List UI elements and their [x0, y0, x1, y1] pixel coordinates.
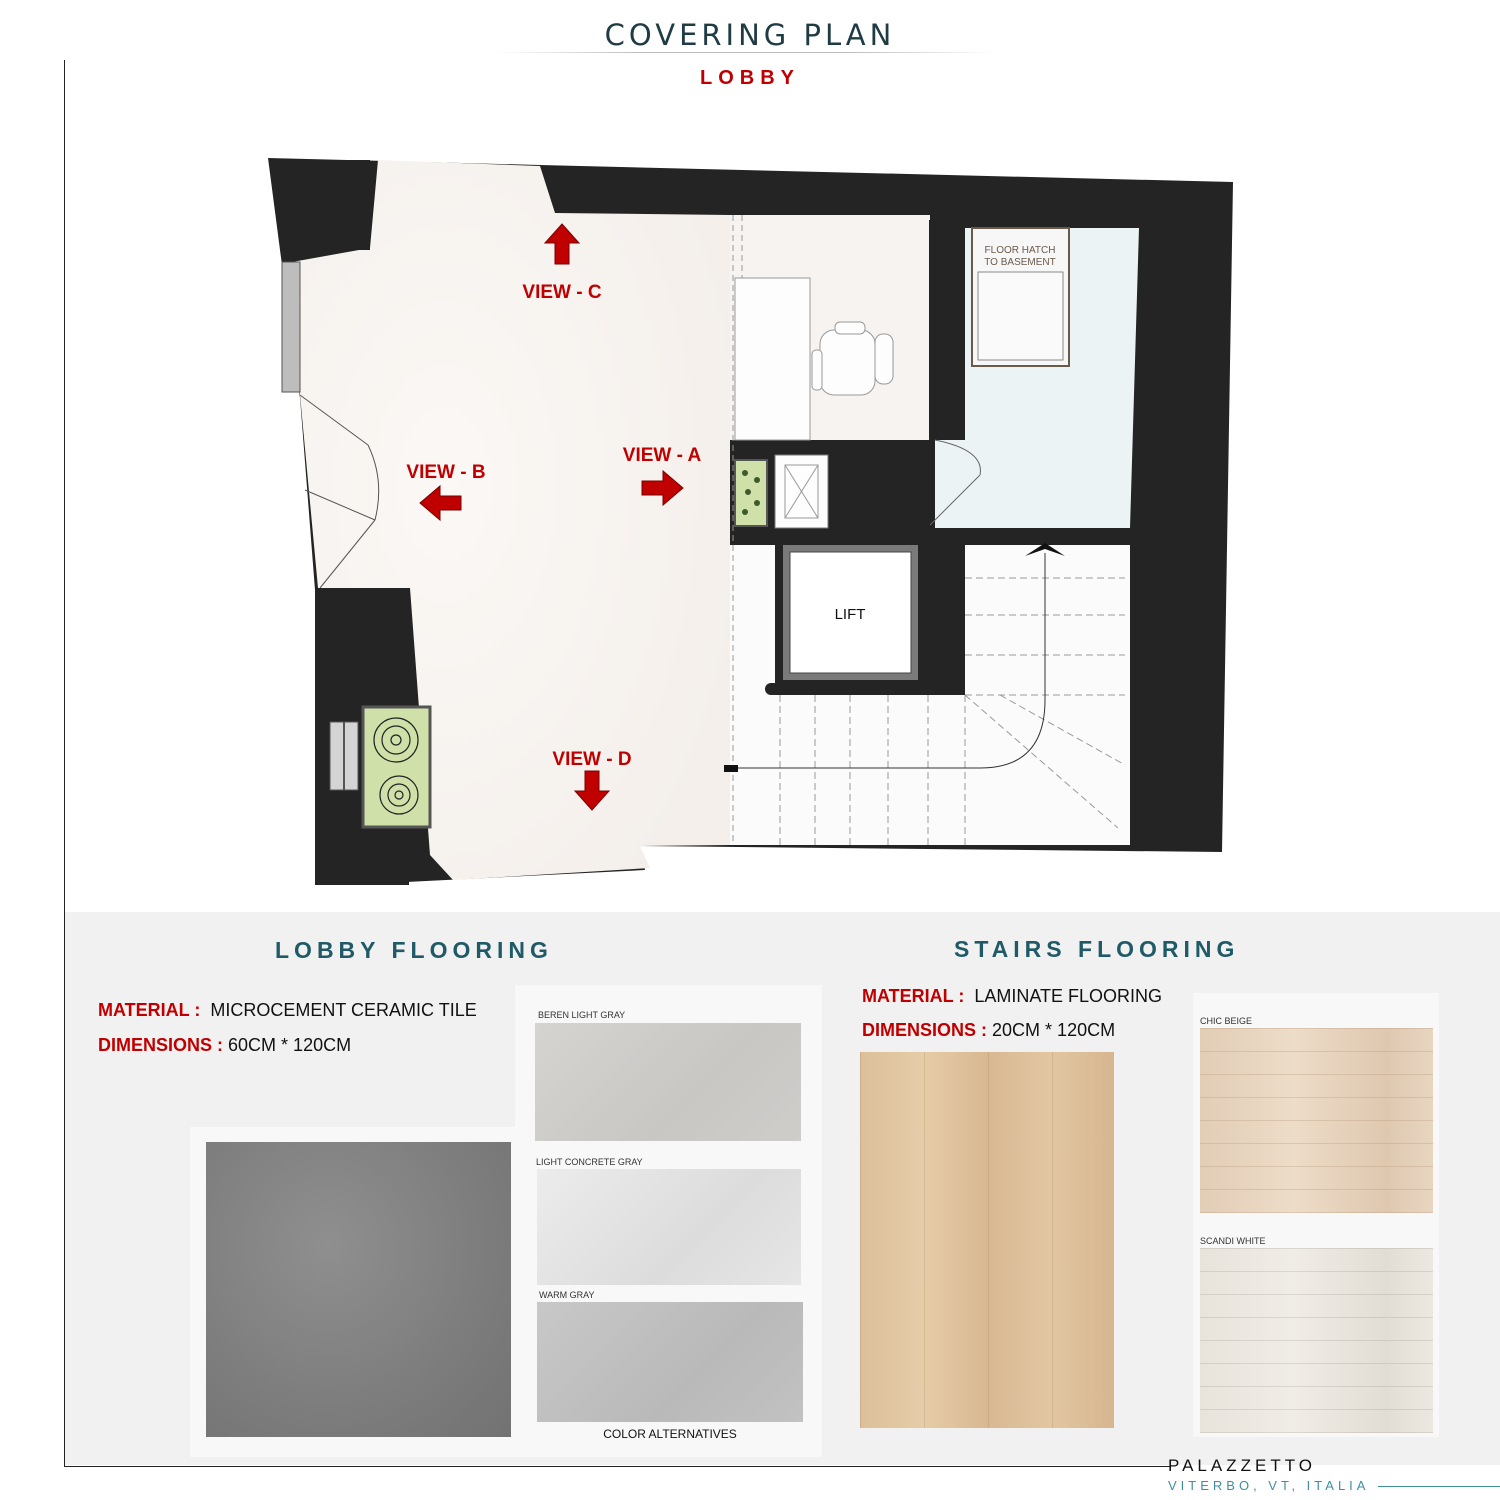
- view-a-label: VIEW - A: [622, 445, 702, 466]
- brand-location: VITERBO, VT, ITALIA: [1168, 1478, 1370, 1493]
- alt-3-caption: WARM GRAY: [539, 1290, 595, 1300]
- wall-upper-left-block: [290, 160, 370, 250]
- alt-1-swatch: [535, 1023, 801, 1141]
- stairs-dimensions-row: [862, 1020, 1115, 1041]
- view-d-label: VIEW - D: [552, 749, 632, 770]
- lobby-dimensions-value: 60CM * 120CM: [228, 1035, 352, 1055]
- page-subtitle: LOBBY: [700, 67, 800, 89]
- window-left-upper: [282, 262, 300, 392]
- lobby-flooring-heading: LOBBY FLOORING: [275, 937, 553, 963]
- floor-hatch-inner: [978, 272, 1063, 360]
- stairs-alt-1-caption: CHIC BEIGE: [1200, 1016, 1253, 1026]
- stairs-alt-1-swatch: [1200, 1028, 1433, 1213]
- lower-stair-area: [730, 695, 965, 845]
- stairs-alt-2-caption: SCANDI WHITE: [1200, 1236, 1266, 1246]
- view-b-label: VIEW - B: [406, 462, 486, 483]
- lobby-dimensions-row: [98, 1035, 351, 1056]
- wall-mid-horizontal: [730, 528, 1130, 545]
- floor-hatch-label-2: TO BASEMENT: [984, 257, 1056, 268]
- view-c-label: VIEW - C: [522, 282, 602, 303]
- stairs-dimensions-value: 20CM * 120CM: [992, 1020, 1116, 1040]
- small-planter: [735, 460, 767, 526]
- lobby-main-tile-swatch: [206, 1142, 511, 1437]
- stairs-main-laminate-swatch: [860, 1052, 1114, 1428]
- frame-bottom-line: [64, 1466, 1170, 1467]
- wall-end-notch: [765, 683, 780, 695]
- lift-label: LIFT: [834, 606, 866, 623]
- floor-hatch-label-1: FLOOR HATCH: [984, 245, 1056, 256]
- wall-lift-right: [918, 545, 965, 695]
- brand-underline: [1378, 1486, 1500, 1487]
- stairs-material-key: MATERIAL :: [862, 986, 965, 1006]
- lobby-material-value: MICROCEMENT CERAMIC TILE: [210, 1000, 477, 1020]
- page-title: COVERING PLAN: [604, 18, 896, 52]
- brand-name: PALAZZETTO: [1168, 1456, 1317, 1475]
- stairs-dimensions-key: DIMENSIONS :: [862, 1020, 988, 1040]
- stairs-material-row: [862, 986, 1162, 1007]
- stairs-alt-2-swatch: [1200, 1248, 1433, 1433]
- wall-hatch-left: [929, 220, 965, 440]
- stairs-material-value: LAMINATE FLOORING: [974, 986, 1163, 1006]
- alt-2-swatch: [537, 1169, 801, 1285]
- alt-2-caption: LIGHT CONCRETE GRAY: [536, 1157, 643, 1167]
- color-alternatives-caption: COLOR ALTERNATIVES: [603, 1427, 737, 1441]
- alt-1-caption: BEREN LIGHT GRAY: [538, 1010, 626, 1020]
- lobby-material-key: MATERIAL :: [98, 1000, 201, 1020]
- wall-lift-bottom: [775, 680, 965, 695]
- stair-start-marker: [724, 765, 738, 772]
- large-planter: [363, 707, 430, 827]
- alt-3-swatch: [537, 1302, 803, 1422]
- stairs-flooring-heading: STAIRS FLOORING: [954, 936, 1240, 962]
- lobby-material-row: [98, 1000, 477, 1021]
- reception-desk: [735, 278, 810, 440]
- lobby-dimensions-key: DIMENSIONS :: [98, 1035, 224, 1055]
